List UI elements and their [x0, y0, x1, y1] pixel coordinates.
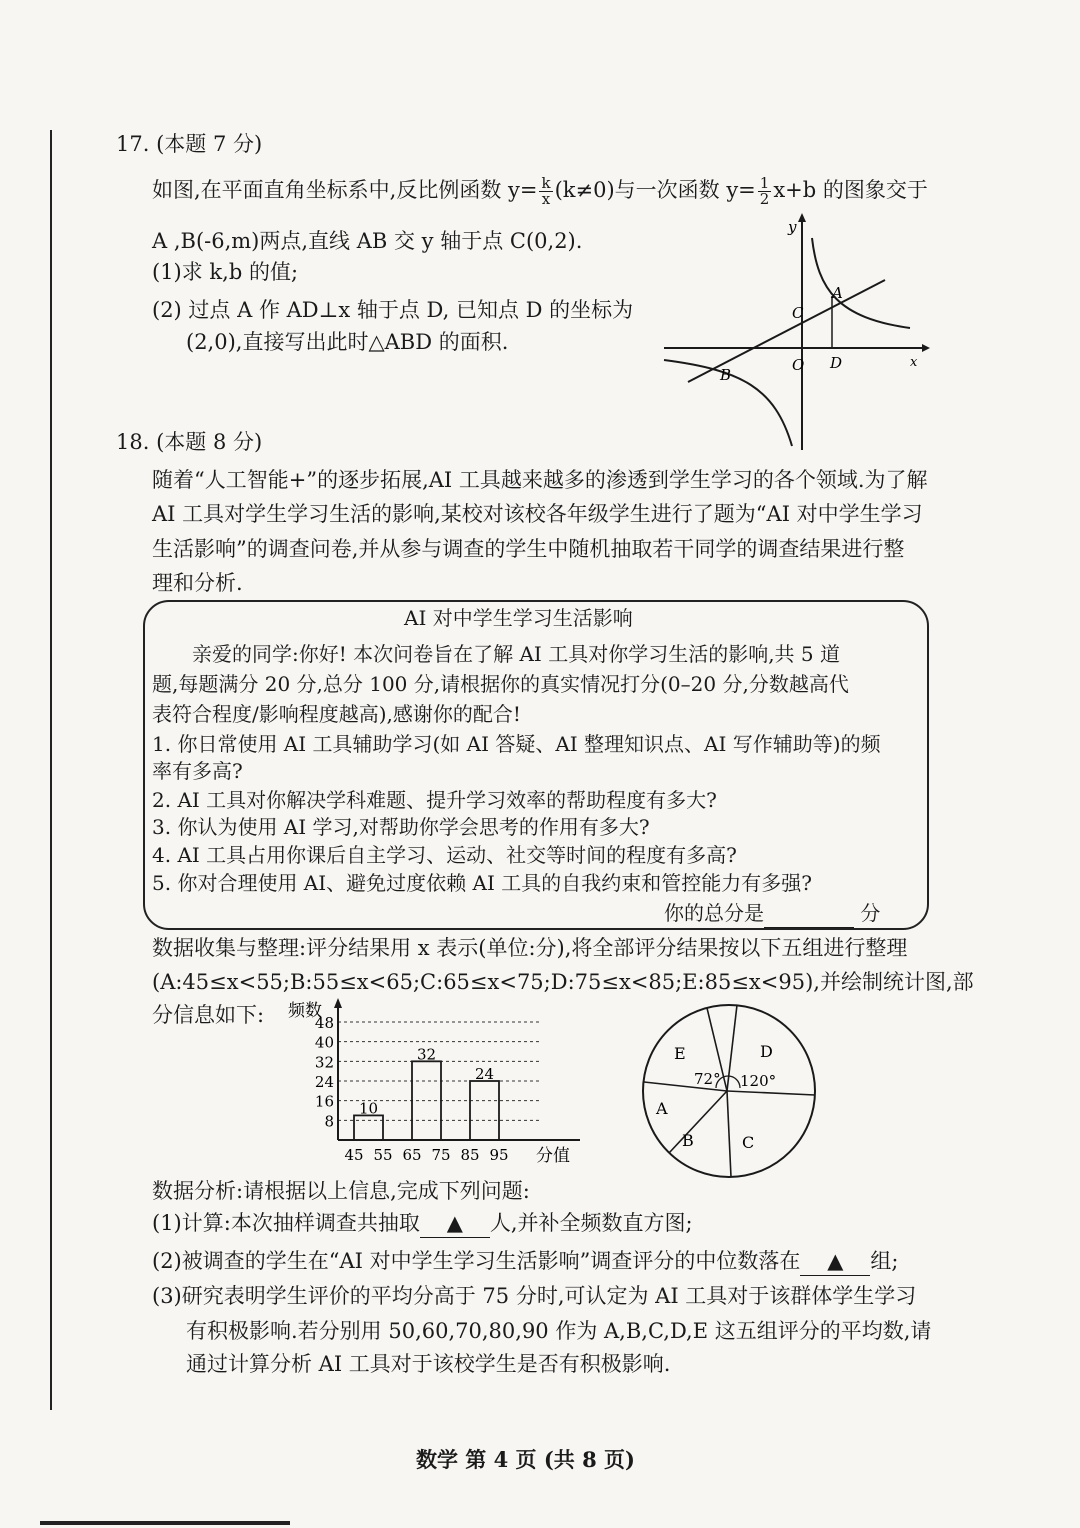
q17-part2-line2: (2,0),直接写出此时△ABD 的面积. — [186, 330, 509, 354]
pie-angle-d: 120° — [740, 1072, 777, 1090]
group-pie-chart — [636, 996, 836, 1186]
survey-line: 4. AI 工具占用你课后自主学习、运动、社交等时间的程度有多高? — [152, 843, 737, 867]
analysis-q3-line: 有积极影响.若分别用 50,60,70,80,90 作为 A,B,C,D,E 这五组评分的平均数,请 — [186, 1319, 932, 1343]
x-axis-arrow — [922, 344, 930, 352]
histogram-x-tick: 75 — [431, 1146, 451, 1164]
q2-answer-blank: ▲ — [800, 1247, 870, 1276]
histogram-bar — [470, 1081, 499, 1140]
point-c-label: C — [792, 304, 804, 322]
y-axis-label: y — [788, 218, 797, 236]
q1-text-b: 人,并补全频数直方图; — [489, 1211, 693, 1235]
q17-statement-line1 — [152, 176, 928, 207]
analysis-title: 数据分析:请根据以上信息,完成下列问题: — [152, 1179, 530, 1203]
histogram-data-label: 32 — [416, 1045, 437, 1064]
q17-coordinate-graph — [660, 210, 930, 458]
histogram-x-tick: 45 — [344, 1146, 364, 1164]
q2-text-b: 组; — [870, 1249, 899, 1273]
q1-text-a: (1)计算:本次抽样调查共抽取 — [152, 1211, 420, 1235]
x-axis-label: x — [910, 355, 918, 370]
q18-intro-line: AI 工具对学生学习生活的影响,某校对该校各年级学生进行了题为“AI 对中学生学习 — [152, 502, 923, 526]
survey-line: 表符合程度/影响程度越高),感谢你的配合! — [152, 702, 521, 726]
survey-line: 题,每题满分 20 分,总分 100 分,请根据你的真实情况打分(0–20 分,分数越高代 — [152, 672, 849, 696]
fraction-k-over-x — [539, 176, 552, 207]
pie-label-b: B — [682, 1131, 694, 1150]
histogram-x-tick: 55 — [373, 1146, 393, 1164]
q18-heading: 18. (本题 8 分) — [116, 430, 263, 454]
pie-label-c: C — [742, 1133, 755, 1152]
collection-line-tail: 分信息如下: — [152, 1003, 265, 1027]
margin-rule — [50, 130, 52, 1410]
q18-intro-line: 随着“人工智能+”的逐步拓展,AI 工具越来越多的渗透到学生学习的各个领域.为了解 — [152, 468, 928, 492]
analysis-q1 — [152, 1209, 693, 1238]
histogram-data-label: 10 — [358, 1099, 379, 1118]
pie-sector-divider — [669, 1091, 727, 1153]
survey-total-blank — [764, 899, 854, 928]
point-a-label: A — [832, 284, 843, 302]
survey-line: 1. 你日常使用 AI 工具辅助学习(如 AI 答疑、AI 整理知识点、AI 写作辅助等)的频 — [152, 732, 881, 756]
survey-total-unit: 分 — [860, 901, 881, 925]
pie-angle-e: 72° — [694, 1070, 721, 1088]
q17-text-a: 如图,在平面直角坐标系中,反比例函数 y= — [152, 178, 538, 202]
survey-line: 亲爱的同学:你好! 本次问卷旨在了解 AI 工具对你学习生活的影响,共 5 道 — [192, 642, 840, 666]
q17-text-c: x+b 的图象交于 — [773, 178, 928, 202]
histogram-x-tick: 65 — [402, 1146, 422, 1164]
histogram-y-label: 频数 — [288, 1001, 322, 1021]
collection-line: 数据收集与整理:评分结果用 x 表示(单位:分),将全部评分结果按以下五组进行整理 — [152, 936, 908, 960]
analysis-q3-line: 通过计算分析 AI 工具对于该校学生是否有积极影响. — [186, 1352, 671, 1376]
q17-text-b: (k≠0)与一次函数 y= — [554, 178, 756, 202]
q17-part2-line1: (2) 过点 A 作 AD⊥x 轴于点 D, 已知点 D 的坐标为 — [152, 298, 634, 322]
pie-label-d: D — [760, 1042, 773, 1061]
pie-label-a: A — [656, 1099, 668, 1118]
histogram-y-tick: 8 — [324, 1112, 334, 1131]
histogram-y-tick: 48 — [314, 1014, 334, 1032]
histogram-y-tick: 24 — [314, 1073, 334, 1091]
survey-line: 2. AI 工具对你解决学科难题、提升学习效率的帮助程度有多大? — [152, 788, 717, 812]
histogram-x-tick: 95 — [489, 1146, 509, 1164]
histogram-y-tick: 16 — [314, 1092, 334, 1111]
q2-text-a: (2)被调查的学生在“AI 对中学生学习生活影响”调查评分的中位数落在 — [152, 1249, 801, 1273]
histogram-x-label: 分值 — [536, 1146, 570, 1166]
analysis-q2 — [152, 1247, 898, 1276]
q17-heading: 17. (本题 7 分) — [116, 132, 263, 156]
histogram-y-tick: 40 — [314, 1033, 334, 1052]
pie-sector-divider — [727, 1091, 731, 1177]
frac-denominator: x — [541, 190, 551, 208]
frac-numerator: 1 — [759, 174, 770, 192]
histogram-y-arrow — [334, 998, 342, 1008]
collection-line: (A:45≤x<55;B:55≤x<65;C:65≤x<75;D:75≤x<85;E:85≤x<95),并绘制统计图,部 — [152, 970, 974, 994]
frequency-histogram — [280, 998, 600, 1168]
q18-intro-line: 生活影响”的调查问卷,并从参与调查的学生中随机抽取若干同学的调查结果进行整 — [152, 537, 905, 561]
survey-total — [664, 899, 880, 928]
survey-line: 3. 你认为使用 AI 学习,对帮助你学会思考的作用有多大? — [152, 815, 650, 839]
histogram-data-label: 24 — [474, 1065, 495, 1083]
pie-sector-divider — [727, 1091, 815, 1095]
line-ab — [688, 280, 885, 382]
pie-label-e: E — [674, 1044, 686, 1063]
survey-total-label: 你的总分是 — [664, 901, 764, 925]
bottom-rule — [40, 1521, 290, 1525]
q17-statement-line2: A ,B(-6,m)两点,直线 AB 交 y 轴于点 C(0,2). — [152, 229, 583, 253]
q18-intro-line: 理和分析. — [152, 571, 243, 595]
q17-part1: (1)求 k,b 的值; — [152, 260, 299, 284]
analysis-q3-line: (3)研究表明学生评价的平均分高于 75 分时,可认定为 AI 工具对于该群体学生学习 — [152, 1284, 917, 1308]
point-b-label: B — [720, 366, 732, 384]
fraction-one-half — [758, 176, 772, 207]
point-d-label: D — [830, 354, 843, 372]
page-footer: 数学 第 4 页 (共 8 页) — [416, 1447, 635, 1472]
survey-title: AI 对中学生学习生活影响 — [404, 606, 633, 630]
hyperbola-branch-right — [812, 238, 910, 328]
frac-numerator: k — [541, 174, 551, 192]
y-axis-arrow — [798, 213, 806, 222]
frac-denominator: 2 — [759, 190, 770, 208]
survey-line: 率有多高? — [152, 759, 243, 783]
q1-answer-blank: ▲ — [420, 1209, 490, 1238]
histogram-bar — [354, 1115, 383, 1140]
survey-line: 5. 你对合理使用 AI、避免过度依赖 AI 工具的自我约束和管控能力有多强? — [152, 871, 812, 895]
histogram-x-tick: 85 — [460, 1146, 480, 1164]
origin-label: O — [792, 356, 805, 374]
histogram-y-tick: 32 — [314, 1053, 334, 1072]
